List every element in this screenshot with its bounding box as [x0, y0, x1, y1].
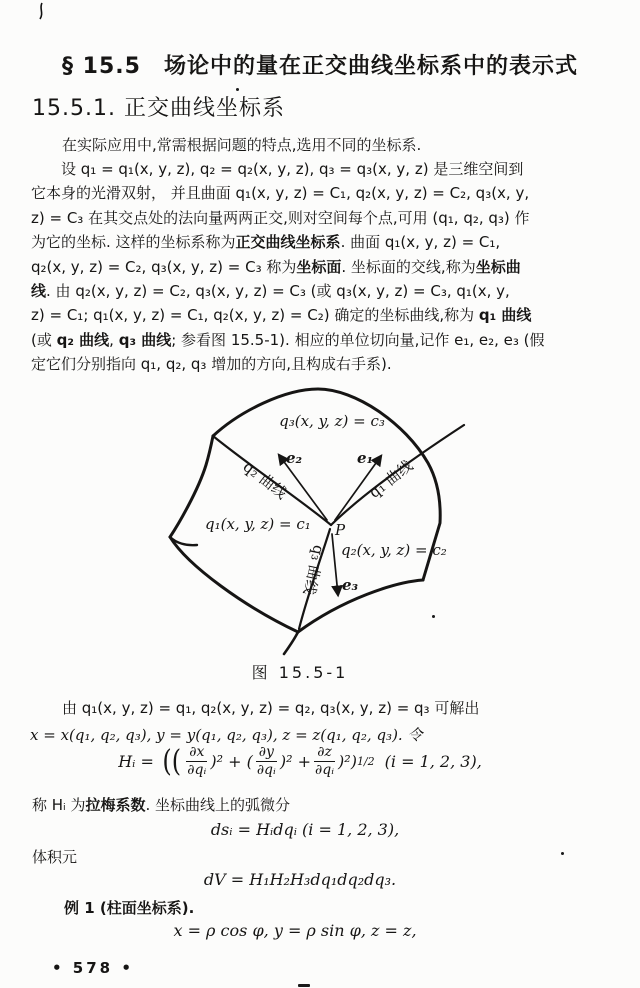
text-run: ; 参看图 15.5-1). 相应的单位切向量,记作 e₁, e₂, e₃ (假 [171, 330, 545, 349]
text-run: z) = C₃ 在其交点处的法向量两两正交,则对空间每个点,可用 (q₁, q₂, q₃) 作 [31, 208, 530, 227]
text-run-bold: 线 [31, 281, 47, 300]
surface-outline-bottom-left [170, 537, 298, 632]
q2-curve-label: q₂ 曲线 [239, 457, 291, 503]
formula-mid: )² + ( [210, 752, 253, 771]
fraction-denominator: ∂qᵢ [187, 762, 207, 778]
point-p-label: P [335, 521, 346, 539]
subsection-heading: 15.5.1. 正交曲线坐标系 [32, 96, 285, 121]
text-run-bold: 坐标曲 [475, 257, 521, 276]
figure-coordinate-surfaces [150, 383, 480, 683]
formula-mid: )² + [279, 752, 311, 771]
text-run-bold: 坐标面 [296, 257, 342, 276]
formula-index-range: (i = 1, 2, 3), [384, 752, 482, 771]
scan-mark [36, 2, 48, 22]
fraction-numerator: ∂x [186, 745, 207, 762]
volume-element-formula: dV = H₁H₂H₃dq₁dq₂dq₃. [203, 870, 397, 889]
figure-drawing [150, 383, 480, 683]
surface2-label: q₂(x, y, z) = c₂ [341, 541, 447, 559]
text-run: . 坐标面的交线,称为 [341, 257, 476, 276]
body-paragraph [31, 157, 611, 377]
paragraph-line [31, 181, 611, 205]
paragraph-line [31, 303, 611, 327]
fraction-numerator: ∂y [256, 745, 277, 762]
arc-differential-formula: dsᵢ = Hᵢdqᵢ (i = 1, 2, 3), [210, 820, 400, 839]
scan-speck [561, 852, 564, 855]
fraction-dx-dqi [184, 745, 209, 778]
text-run: . 由 q₂(x, y, z) = C₂, q₃(x, y, z) = C₃ (或 q₃(x, y, z) = C₃, q₁(x, y, [46, 281, 510, 300]
paragraph-line [31, 230, 611, 254]
fraction-numerator: ∂z [314, 745, 335, 762]
text-run: 称 Hᵢ 为 [32, 796, 86, 814]
e3-label: e₃ [342, 576, 359, 594]
fraction-denominator: ∂qᵢ [256, 762, 276, 778]
text-run: 为它的坐标. 这样的坐标系称为 [31, 233, 236, 252]
surface3-label: q₃(x, y, z) = c₃ [279, 412, 385, 430]
paragraph-line [31, 328, 611, 352]
text-run: (或 [31, 330, 57, 349]
text-run-bold: 拉梅系数 [85, 796, 146, 814]
close-parens: )²) [338, 752, 357, 771]
text-run-bold: q₁ 曲线 [478, 306, 532, 325]
e3-vector-arrow [332, 534, 338, 595]
text-run: 设 q₁ = q₁(x, y, z), q₂ = q₂(x, y, z), q₃ = q₃(x, y, z) 是三维空间到 [61, 160, 524, 178]
paragraph-line [31, 279, 611, 303]
formula-lhs: Hᵢ = [118, 752, 154, 771]
text-run: . 曲面 q₁(x, y, z) = C₁, [340, 233, 501, 252]
text-run-bold: q₂ 曲线 [56, 330, 110, 349]
e2-label: e₂ [286, 449, 303, 467]
fraction-dy-dqi [254, 745, 279, 778]
text-run-bold: q₃ 曲线 [118, 330, 172, 349]
volume-element-label: 体积元 [32, 848, 78, 866]
example-heading: 例 1 (柱面坐标系). [64, 899, 195, 917]
text-run: . 坐标曲线上的弧微分 [145, 796, 291, 814]
fraction-denominator: ∂qᵢ [315, 762, 335, 778]
text-run-bold: 正交曲线坐标系 [235, 233, 341, 252]
lame-definition-line [32, 794, 608, 815]
surface-outline-bottom-cusp-tail [284, 632, 298, 654]
derivation-xyz-line: x = x(q₁, q₂, q₃), y = y(q₁, q₂, q₃), z = z(q₁, q₂, q₃). 令 [30, 726, 423, 744]
derivation-solve-line: 由 q₁(x, y, z) = q₁, q₂(x, y, z) = q₂, q₃(x, y, z) = q₃ 可解出 [62, 699, 480, 717]
scan-speck [298, 984, 310, 987]
intro-paragraph: 在实际应用中,常需根据问题的特点,选用不同的坐标系. [62, 136, 422, 154]
text-run: q₂(x, y, z) = C₂, q₃(x, y, z) = C₃ 称为 [31, 257, 297, 276]
figure-caption: 图 15.5-1 [251, 663, 349, 682]
paragraph-line [31, 255, 611, 279]
text-run: 它本身的光滑双射， 并且曲面 q₁(x, y, z) = C₁, q₂(x, y, z) = C₂, q₃(x, y, [31, 184, 530, 203]
e1-label: e₁ [357, 449, 374, 467]
text-run: 定它们分别指向 q₁, q₂, q₃ 增加的方向,且构成右手系). [31, 355, 392, 374]
text-run: , [109, 330, 119, 349]
open-parens: (( [162, 743, 181, 779]
q3-curve-label: q₃ 曲线 [299, 543, 328, 597]
lame-coefficient-formula [0, 745, 600, 778]
surface1-label: q₁(x, y, z) = c₁ [205, 515, 311, 533]
formula-exponent: 1/2 [356, 755, 375, 768]
page-number: • 578 • [52, 959, 134, 977]
paragraph-line [31, 206, 611, 230]
section-title: § 15.5 场论中的量在正交曲线坐标系中的表示式 [62, 54, 578, 79]
q1-curve-label: q₁ 曲线 [365, 456, 417, 502]
cylindrical-coordinates-formula: x = ρ cos φ, y = ρ sin φ, z = z, [173, 921, 417, 940]
fraction-dz-dqi [312, 745, 337, 778]
paragraph-line [31, 157, 611, 181]
text-run: z) = C₁; q₁(x, y, z) = C₁, q₂(x, y, z) = C₂) 确定的坐标曲线,称为 [31, 306, 479, 325]
paragraph-line [31, 352, 611, 376]
